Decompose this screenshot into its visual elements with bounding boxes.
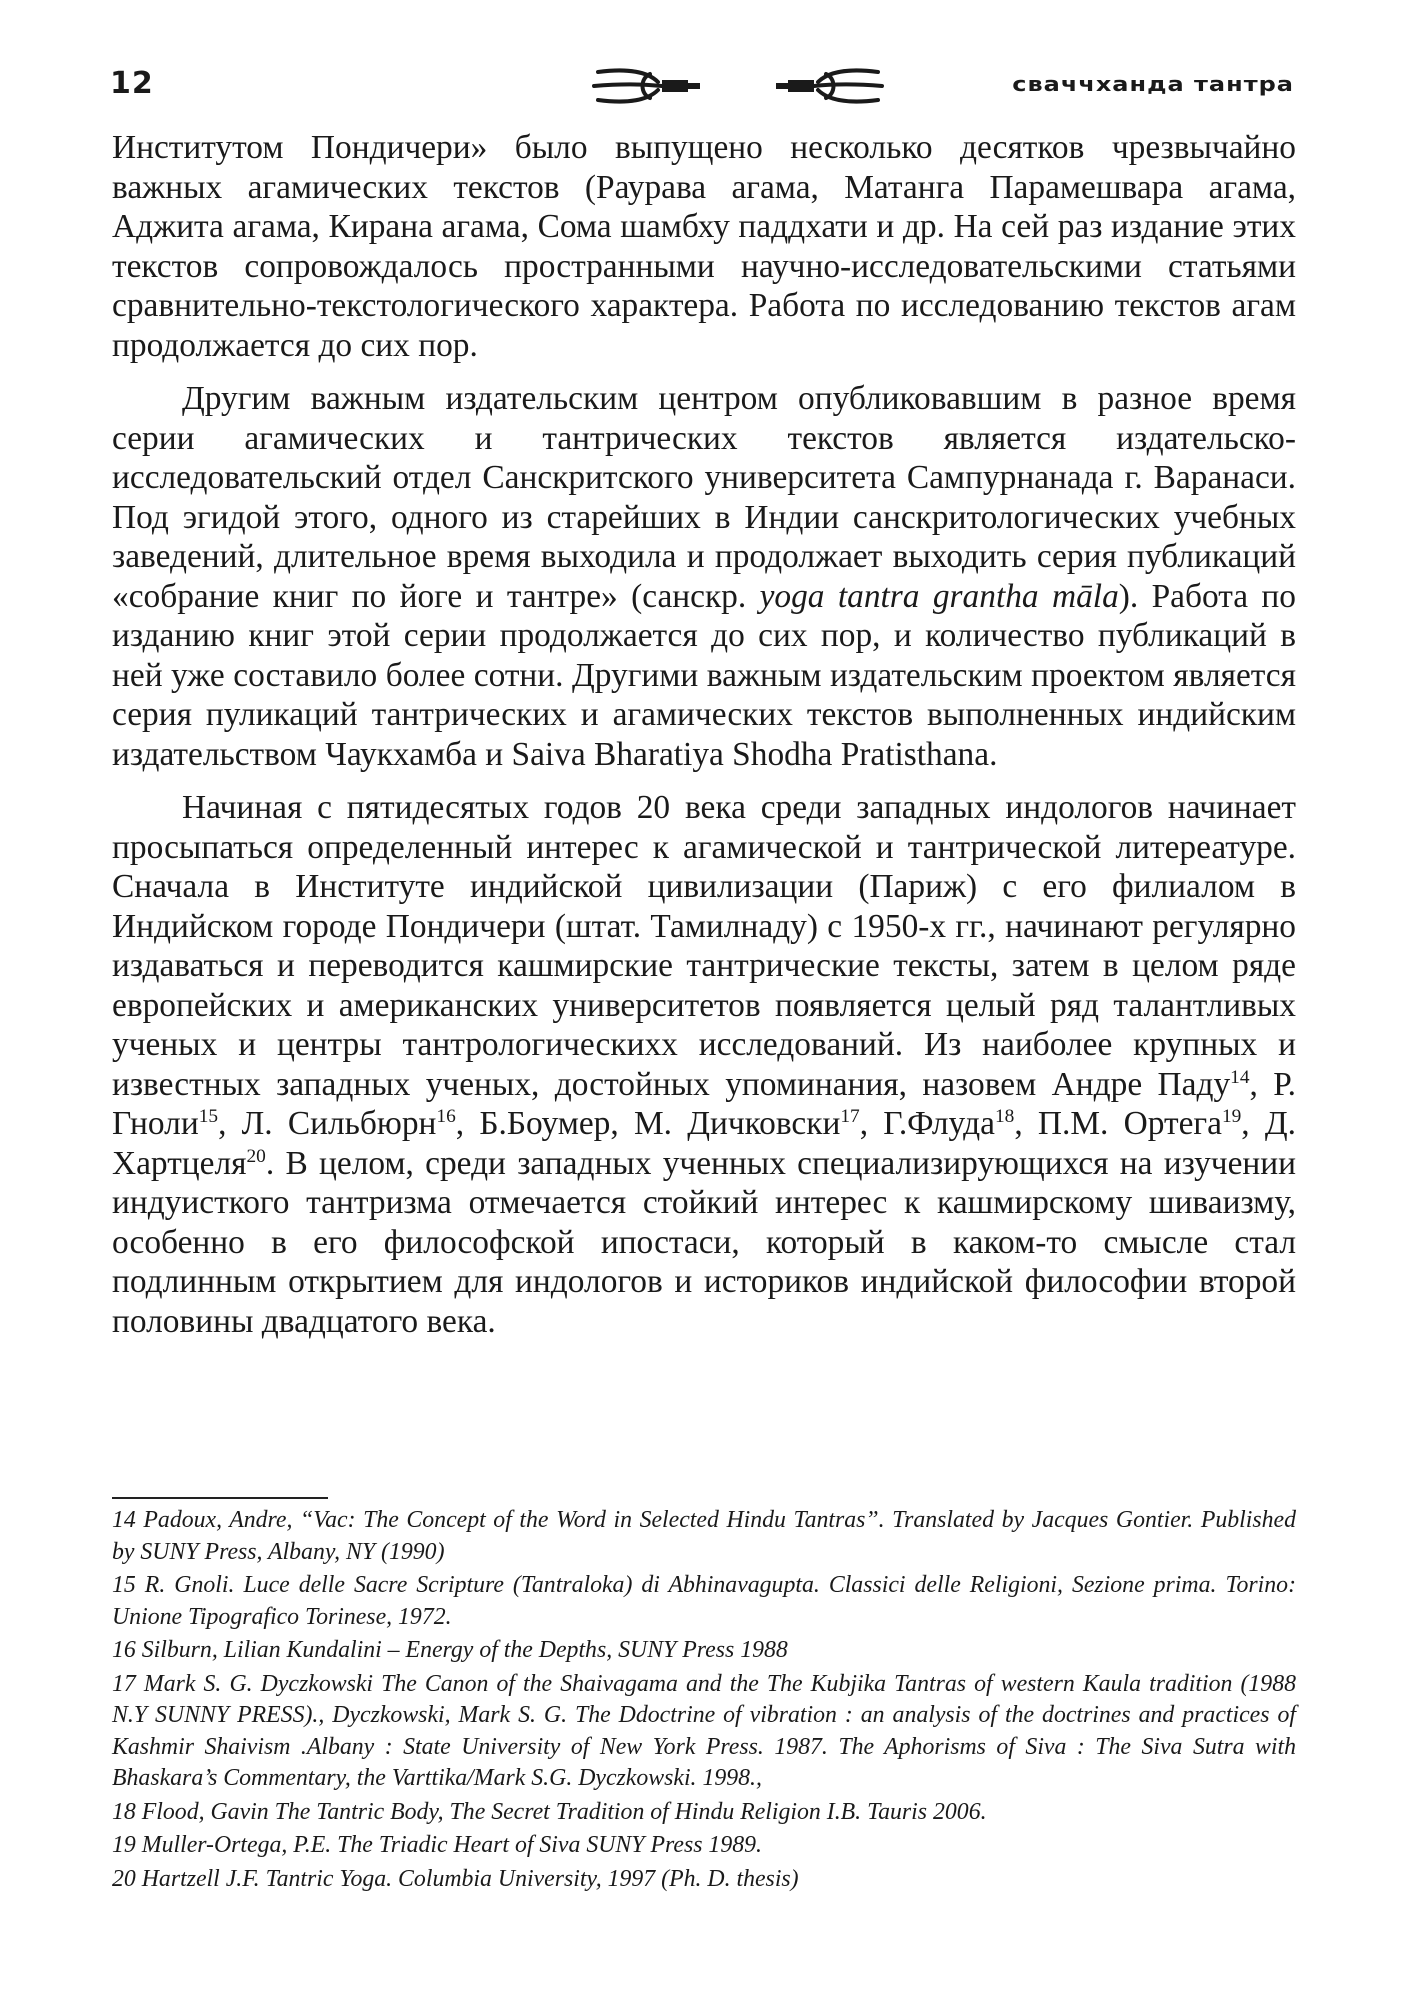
paragraph-1: Институтом Пондичери» было выпущено несколько десятков чрезвычайно важных агамических текстов (Раурава агама, Матанга Парамешвара агама, Аджита агама, Кирана агама, Сома шамбху паддхати и др. На сей раз издание этих текстов сопровождалось пространными научно-исследовательскими статьями сравнительно-текстологического характера. Работа по исследованию текстов агам продолжается до сих пор. — [112, 129, 1296, 364]
paragraph-3-part: , П.М. Ортега — [1014, 1105, 1222, 1142]
trident-ornament-icon — [588, 58, 888, 114]
paragraph-3-part: , Б.Боумер, М. Дичковски — [455, 1105, 841, 1142]
paragraph-3-part: , Г.Флуда — [859, 1105, 995, 1142]
footnote-ref-19[interactable]: 19 — [1221, 1105, 1242, 1127]
footnote-ref-14[interactable]: 14 — [1230, 1066, 1250, 1088]
running-title: сваччханда тантра — [1012, 72, 1294, 96]
main-text — [112, 128, 1296, 1355]
footnote-17: 17 Mark S. G. Dyczkowski The Canon of the Shaivagama and the The Kubjika Tantras of western Kaula tradition (1988 N.Y SUNNY PRESS)., Dyczkowski, Mark S. G. The Ddoctrine of vibration : an analysis of the doctrines and practices of Kashmir Shaivism .Albany : State University of New York Press. 1987. The Aphorisms of Siva : The Siva Sutra with Bhaskara’s Commentary, the Varttika/Mark S.G. Dyczkowski. 1998., — [112, 1670, 1296, 1791]
footnote-20: 20 Hartzell J.F. Tantric Yoga. Columbia University, 1997 (Ph. D. thesis) — [112, 1865, 799, 1892]
page-number: 12 — [110, 66, 154, 101]
footnote-16: 16 Silburn, Lilian Kundalini – Energy of the Depths, SUNY Press 1988 — [112, 1637, 788, 1663]
sanskrit-term: yoga tantra grantha māla — [759, 577, 1119, 615]
paragraph-2-part: ). Работа по изданию книг этой серии продолжается до сих пор, и количество публикаций в ней уже составило более сотни. Другими важным издательским проектом является серия пуликаций тантрических и агамических текстов выполненных индийским издательством Чаукхамба и Saiva Bharatiya Shodha Pratisthana. — [112, 577, 1296, 773]
footnote-19: 19 Muller-Ortega, P.E. The Triadic Heart of Siva SUNY Press 1989. — [112, 1832, 762, 1858]
paragraph-3-part: , Р. Гноли — [112, 1065, 1296, 1142]
paragraph-3-part: Начиная с пятидесятых годов 20 века среди западных индологов начинает просыпаться определенный интерес к агамической и тантрической литереатуре. Сначала в Институте индийской цивилизации (Париж) с его филиалом в Индийском городе Пондичери (штат. Тамилнаду) с 1950-х гг., начинают регулярно издаваться и переводится кашмирские тантрические тексты, затем в целом ряде европейских и американских университетов появляется целый ряд талантливых ученых и центры тантрологическихх исследований. Из наиболее крупных и известных западных ученых, достойных упоминания, назовем Андре Паду — [112, 789, 1296, 1103]
footnote-divider — [112, 1497, 328, 1499]
footnote-15: 15 R. Gnoli. Luce delle Sacre Scripture (Tantraloka) di Abhinavagupta. Classici delle Religioni, Sezione prima. Torino: Unione Tipografico Torinese, 1972. — [112, 1572, 1296, 1630]
footnote-ref-20[interactable]: 20 — [246, 1145, 266, 1167]
paragraph-3-part: , Д. Хартцеля — [112, 1105, 1296, 1182]
paragraph-2-part: Другим важным издательским центром опубликовавшим в разное время серии агамических и тантрических текстов является издательско-исследовательский отдел Санскритского университета Сампурнанада г. Варанаси. Под эгидой этого, одного из старейших в Индии санскритологических учебных заведений, длительное время выходила и продолжает выходить серия публикаций «собрание книг по йоге и тантре» (санскр. — [112, 380, 1296, 615]
footnote-14: 14 Padoux, Andre, “Vac: The Concept of the Word in Selected Hindu Tantras”. Translated by Jacques Gontier. Published by SUNY Press, Albany, NY (1990) — [112, 1507, 1296, 1565]
footnote-ref-15[interactable]: 15 — [198, 1105, 219, 1127]
paragraph-2 — [112, 379, 1296, 774]
paragraph-3-part: , Л. Сильбюрн — [218, 1105, 437, 1142]
footnotes — [112, 1505, 1296, 1897]
footnote-ref-18[interactable]: 18 — [994, 1105, 1015, 1127]
paragraph-3-part: . В целом, среди западных ученных специализирующихся на изучении индуисткого тантризма отмечается стойкий интерес к кашмирскому шиваизму, особенно в его философской ипостаси, который в каком-то смысле стал подлинным открытием для индологов и историков индийской философии второй половины двадцатого века. — [112, 1144, 1296, 1340]
footnote-ref-17[interactable]: 17 — [840, 1105, 860, 1127]
footnote-ref-16[interactable]: 16 — [436, 1105, 456, 1127]
page-header — [110, 58, 1294, 114]
footnote-18: 18 Flood, Gavin The Tantric Body, The Secret Tradition of Hindu Religion I.B. Tauris 2006. — [112, 1798, 987, 1825]
paragraph-3 — [112, 788, 1296, 1341]
